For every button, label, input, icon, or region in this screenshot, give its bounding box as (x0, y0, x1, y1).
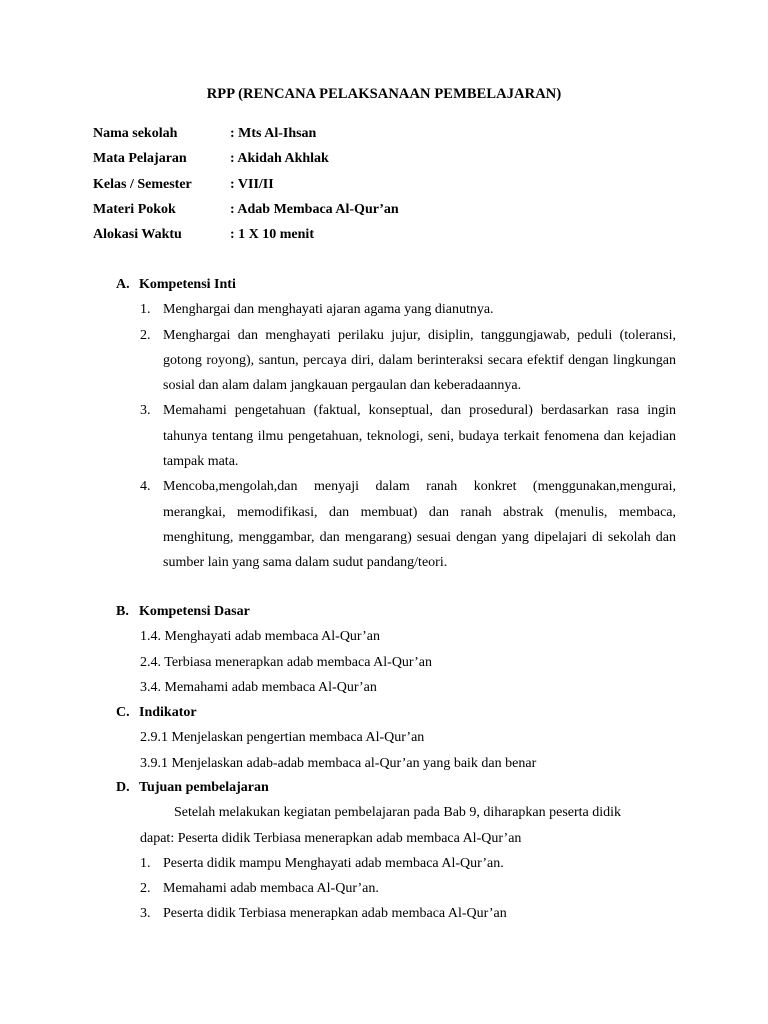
identity-row-subject (93, 149, 399, 174)
list-item: 2.9.1 Menjelaskan pengertian membaca Al-Qur’an (140, 730, 425, 746)
identity-row-school (93, 124, 399, 149)
list-item (116, 297, 676, 322)
list-item (116, 323, 676, 399)
list-text: Peserta didik Terbiasa menerapkan adab membaca Al-Qur’an (163, 906, 507, 922)
section-tujuan-pembelajaran (116, 778, 676, 927)
list-item (116, 876, 676, 901)
identity-row-time (93, 225, 399, 250)
identity-label: Alokasi Waktu (93, 227, 182, 243)
list-number: 1. (140, 855, 151, 871)
list-item: 1.4. Menghayati adab membaca Al-Qur’an (140, 629, 380, 645)
identity-value: : Akidah Akhlak (230, 151, 329, 167)
identity-value: : VII/II (230, 176, 274, 192)
section-title: Indikator (139, 705, 197, 720)
document-title: RPP (RENCANA PELAKSANAAN PEMBELAJARAN) (206, 86, 562, 102)
identity-row-class (93, 175, 399, 200)
identity-label: Materi Pokok (93, 201, 176, 217)
list-item: 3.4. Memahami adab membaca Al-Qur’an (140, 679, 377, 695)
section-letter: D. (116, 780, 130, 795)
intro-line: Setelah melakukan kegiatan pembelajaran pada Bab 9, diharapkan peserta didik (174, 805, 622, 821)
list-text: Peserta didik mampu Menghayati adab membaca Al-Qur’an. (163, 855, 504, 871)
section-letter: C. (116, 705, 130, 720)
list-number: 3. (140, 403, 151, 419)
section-title: Tujuan pembelajaran (139, 780, 269, 795)
list-item (116, 398, 676, 474)
list-text: Memahami pengetahuan (faktual, konseptual, dan prosedural) berdasarkan rasa ingin tahunya tentang ilmu pengetahuan, teknologi, seni, budaya terkait fenomena dan kejadian tampak mata. (163, 403, 676, 470)
identity-label: Kelas / Semester (93, 176, 192, 192)
identity-row-topic (93, 200, 399, 225)
list-number: 4. (140, 479, 151, 495)
section-indikator (116, 703, 676, 776)
list-item: 2.4. Terbiasa menerapkan adab membaca Al-Qur’an (140, 654, 432, 670)
identity-label: Nama sekolah (93, 126, 178, 141)
section-kompetensi-dasar (116, 602, 676, 700)
list-text: Mencoba,mengolah,dan menyaji dalam ranah konkret (menggunakan,mengurai, merangkai, memodifikasi, dan membuat) dan ranah abstrak (menulis, membaca, menghitung, menggambar, dan mengarang) sesuai dengan yang dipelajari di sekolah dan sumber lain yang sama dalam sudut pandang/teori. (163, 479, 676, 571)
list-item (116, 851, 676, 876)
identity-value: : Mts Al-Ihsan (230, 126, 317, 141)
list-number: 2. (140, 881, 151, 897)
section-letter: B. (116, 604, 129, 619)
intro-paragraph (116, 800, 676, 851)
identity-block (93, 124, 399, 250)
list-text: Menghargai dan menghayati perilaku jujur, disiplin, tanggungjawab, peduli (toleransi, gotong royong), santun, percaya diri, dalam berinteraksi secara efektif dengan lingkungan sosial dan alam dalam jangkauan pergaulan dan keberadaannya. (163, 327, 676, 394)
list-number: 3. (140, 906, 151, 922)
intro-line: dapat: Peserta didik Terbiasa menerapkan adab membaca Al-Qur’an (140, 830, 522, 846)
section-kompetensi-inti (116, 275, 676, 576)
identity-value: : Adab Membaca Al-Qur’an (230, 201, 399, 217)
list-number: 2. (140, 327, 151, 343)
identity-label: Mata Pelajaran (93, 151, 187, 167)
list-item: 3.9.1 Menjelaskan adab-adab membaca al-Qur’an yang baik dan benar (140, 755, 537, 771)
section-title: Kompetensi Dasar (139, 604, 250, 619)
section-letter: A. (116, 277, 130, 292)
identity-value: : 1 X 10 menit (230, 227, 314, 243)
list-text: Menghargai dan menghayati ajaran agama yang dianutnya. (163, 302, 494, 318)
list-item (116, 901, 676, 926)
list-item (116, 474, 676, 575)
list-text: Memahami adab membaca Al-Qur’an. (163, 881, 379, 897)
section-title: Kompetensi Inti (139, 277, 236, 292)
list-number: 1. (140, 302, 151, 318)
